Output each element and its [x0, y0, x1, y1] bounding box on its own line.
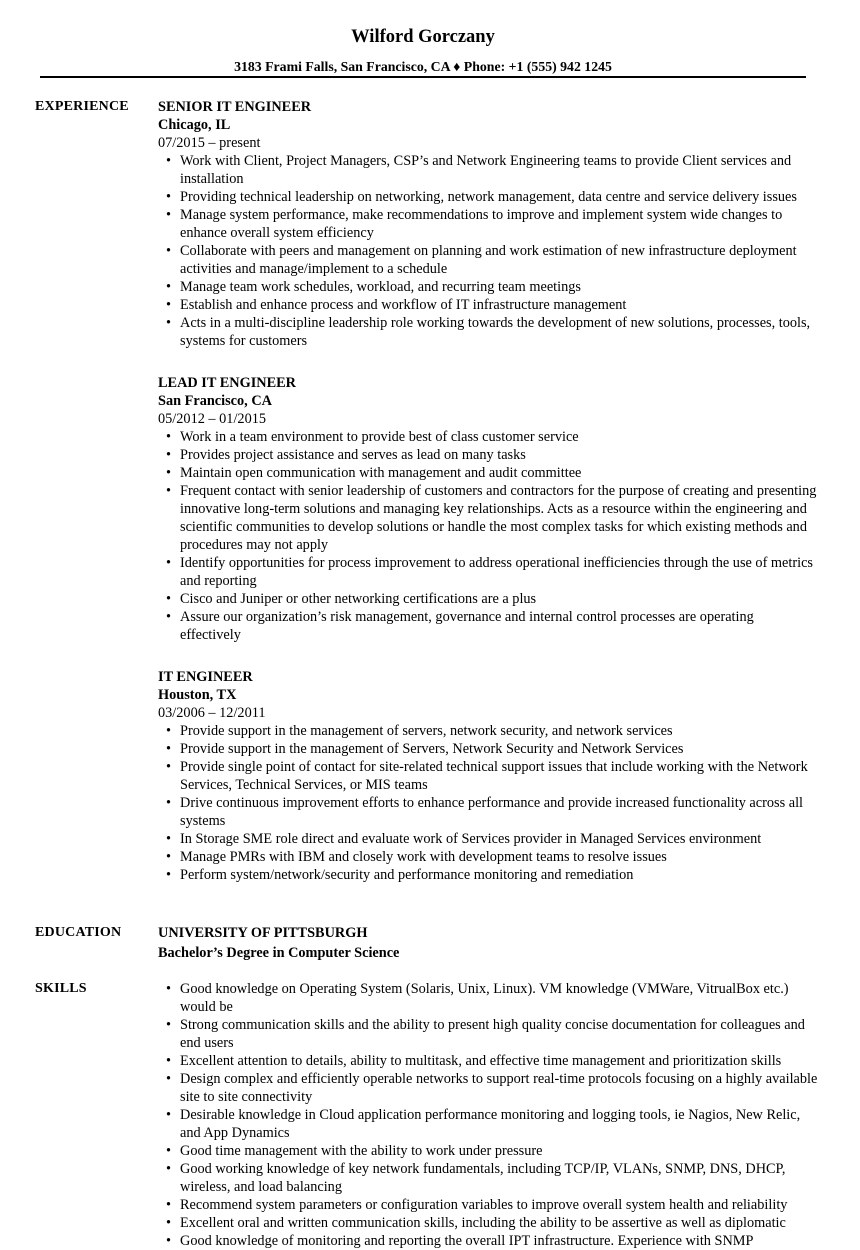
list-item: • In Storage SME role direct and evaluate work of Services provider in Managed Services environment: [180, 830, 818, 848]
education-body: [158, 924, 818, 962]
skills-body: [158, 980, 818, 1250]
list-item: • Manage PMRs with IBM and closely work with development teams to resolve issues: [180, 848, 818, 866]
job-title: IT ENGINEER: [158, 669, 253, 685]
job-dates: 07/2015 – present: [158, 135, 261, 151]
job-dates: 03/2006 – 12/2011: [158, 705, 266, 721]
job-bullets: [158, 152, 818, 350]
job-bullets: [158, 428, 818, 644]
job-location: Chicago, IL: [158, 117, 231, 133]
job-location: Houston, TX: [158, 687, 237, 703]
resume-header: [0, 26, 846, 76]
list-item: • Good knowledge of monitoring and reporting the overall IPT infrastructure. Experience with SNMP: [180, 1232, 818, 1250]
list-item: • Manage system performance, make recommendations to improve and implement system wide changes to enhance overall system efficiency: [180, 206, 818, 242]
school-name: UNIVERSITY OF PITTSBURGH: [158, 925, 368, 941]
list-item: • Provide support in the management of servers, network security, and network services: [180, 722, 818, 740]
section-title-education: EDUCATION: [35, 925, 122, 940]
degree: Bachelor’s Degree in Computer Science: [158, 945, 400, 961]
header-divider: [40, 76, 806, 78]
list-item: • Provide support in the management of Servers, Network Security and Network Services: [180, 740, 818, 758]
list-item: • Work with Client, Project Managers, CSP’s and Network Engineering teams to provide Client services and installation: [180, 152, 818, 188]
skills-list: [158, 980, 818, 1250]
list-item: • Desirable knowledge in Cloud application performance monitoring and logging tools, ie Nagios, New Relic, and App Dynamics: [180, 1106, 818, 1142]
job-bullets: [158, 722, 818, 884]
job-title: LEAD IT ENGINEER: [158, 375, 296, 391]
list-item: • Design complex and efficiently operable networks to support real-time protocols focusing on a highly available site to site connectivity: [180, 1070, 818, 1106]
job-title: SENIOR IT ENGINEER: [158, 99, 312, 115]
job-entry: [158, 98, 818, 350]
list-item: • Drive continuous improvement efforts to enhance performance and provide increased functionality across all systems: [180, 794, 818, 830]
list-item: • Work in a team environment to provide best of class customer service: [180, 428, 818, 446]
list-item: • Good working knowledge of key network fundamentals, including TCP/IP, VLANs, SNMP, DNS, DHCP, wireless, and load balancing: [180, 1160, 818, 1196]
contact-line: 3183 Frami Falls, San Francisco, CA ♦ Phone: +1 (555) 942 1245: [234, 59, 612, 74]
job-location: San Francisco, CA: [158, 393, 272, 409]
list-item: • Provide single point of contact for site-related technical support issues that include working with the Network Services, Technical Services, or MIS teams: [180, 758, 818, 794]
list-item: • Strong communication skills and the ability to present high quality concise documentation for colleagues and end users: [180, 1016, 818, 1052]
section-title-skills: SKILLS: [35, 981, 87, 996]
list-item: • Assure our organization’s risk management, governance and internal control processes are operating effectively: [180, 608, 818, 644]
list-item: • Manage team work schedules, workload, and recurring team meetings: [180, 278, 818, 296]
list-item: • Providing technical leadership on networking, network management, data centre and service delivery issues: [180, 188, 818, 206]
section-title-experience: EXPERIENCE: [35, 99, 129, 114]
list-item: • Recommend system parameters or configuration variables to improve overall system health and reliability: [180, 1196, 818, 1214]
list-item: • Frequent contact with senior leadership of customers and contractors for the purpose of creating and presenting innovative long-term solutions and managing key relationships. Acts as a resource within the engineering and scientific communities to develop solutions or handle the most complex tasks for which existing methods and procedures may not apply: [180, 482, 818, 554]
list-item: • Cisco and Juniper or other networking certifications are a plus: [180, 590, 818, 608]
list-item: • Good knowledge on Operating System (Solaris, Unix, Linux). VM knowledge (VMWare, VitrualBox etc.) would be: [180, 980, 818, 1016]
list-item: • Perform system/network/security and performance monitoring and remediation: [180, 866, 818, 884]
list-item: • Provides project assistance and serves as lead on many tasks: [180, 446, 818, 464]
list-item: • Acts in a multi-discipline leadership role working towards the development of new solutions, processes, tools, systems for customers: [180, 314, 818, 350]
list-item: • Collaborate with peers and management on planning and work estimation of new infrastructure deployment activities and manage/implement to a schedule: [180, 242, 818, 278]
list-item: • Excellent attention to details, ability to multitask, and effective time management and prioritization skills: [180, 1052, 818, 1070]
job-entry: [158, 668, 818, 884]
list-item: • Maintain open communication with management and audit committee: [180, 464, 818, 482]
list-item: • Good time management with the ability to work under pressure: [180, 1142, 818, 1160]
experience-list: [158, 98, 818, 908]
list-item: • Identify opportunities for process improvement to address operational inefficiencies through the use of metrics and reporting: [180, 554, 818, 590]
job-entry: [158, 374, 818, 644]
candidate-name: Wilford Gorczany: [351, 27, 495, 47]
list-item: • Establish and enhance process and workflow of IT infrastructure management: [180, 296, 818, 314]
job-dates: 05/2012 – 01/2015: [158, 411, 267, 427]
list-item: • Excellent oral and written communication skills, including the ability to be assertive as well as diplomatic: [180, 1214, 818, 1232]
